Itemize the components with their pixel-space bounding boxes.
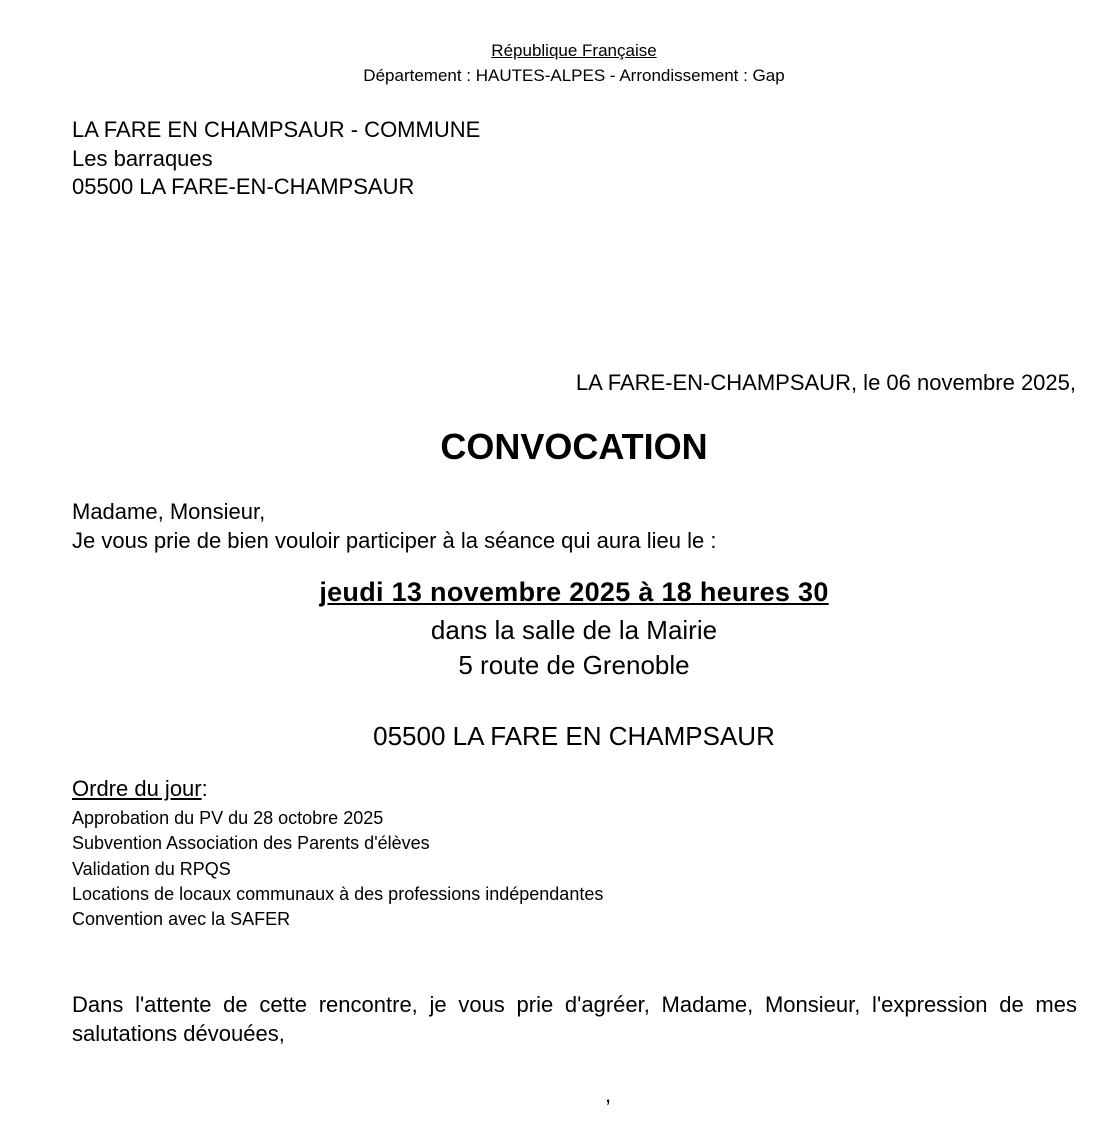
greeting-block	[72, 498, 717, 555]
agenda-heading	[72, 776, 208, 802]
agenda-item: Subvention Association des Parents d'élèves	[72, 833, 430, 854]
republic-heading: République Française	[491, 41, 657, 60]
agenda-item: Validation du RPQS	[72, 858, 231, 879]
agenda-heading-label: Ordre du jour	[72, 776, 202, 801]
meeting-city: 05500 LA FARE EN CHAMPSAUR	[373, 721, 775, 751]
invitation-intro: Je vous prie de bien vouloir participer à la séance qui aura lieu le :	[72, 527, 717, 553]
sender-postal-city: 05500 LA FARE-EN-CHAMPSAUR	[72, 174, 415, 199]
signature-comma: ,	[605, 1082, 612, 1107]
document-title: CONVOCATION	[440, 426, 708, 467]
meeting-date-time: jeudi 13 novembre 2025 à 18 heures 30	[319, 577, 829, 607]
salutation: Madame, Monsieur,	[72, 499, 266, 524]
meeting-room: dans la salle de la Mairie	[430, 615, 718, 645]
agenda-list	[72, 806, 603, 932]
meeting-street: 5 route de Grenoble	[458, 650, 690, 680]
sender-name: LA FARE EN CHAMPSAUR - COMMUNE	[72, 117, 481, 142]
place-and-date: LA FARE-EN-CHAMPSAUR, le 06 novembre 2025,	[575, 370, 1076, 395]
department-line: Département : HAUTES-ALPES - Arrondissement : Gap	[363, 66, 785, 85]
sender-address-line: Les barraques	[72, 145, 213, 171]
agenda-item: Approbation du PV du 28 octobre 2025	[72, 808, 384, 828]
sender-address-block	[72, 116, 480, 202]
agenda-item: Locations de locaux communaux à des professions indépendantes	[72, 883, 604, 904]
agenda-heading-colon: :	[201, 776, 208, 801]
closing-paragraph: Dans l'attente de cette rencontre, je vous prie d'agréer, Madame, Monsieur, l'expression de mes salutations dévouées,	[72, 992, 1077, 1046]
agenda-item: Convention avec la SAFER	[72, 909, 291, 930]
